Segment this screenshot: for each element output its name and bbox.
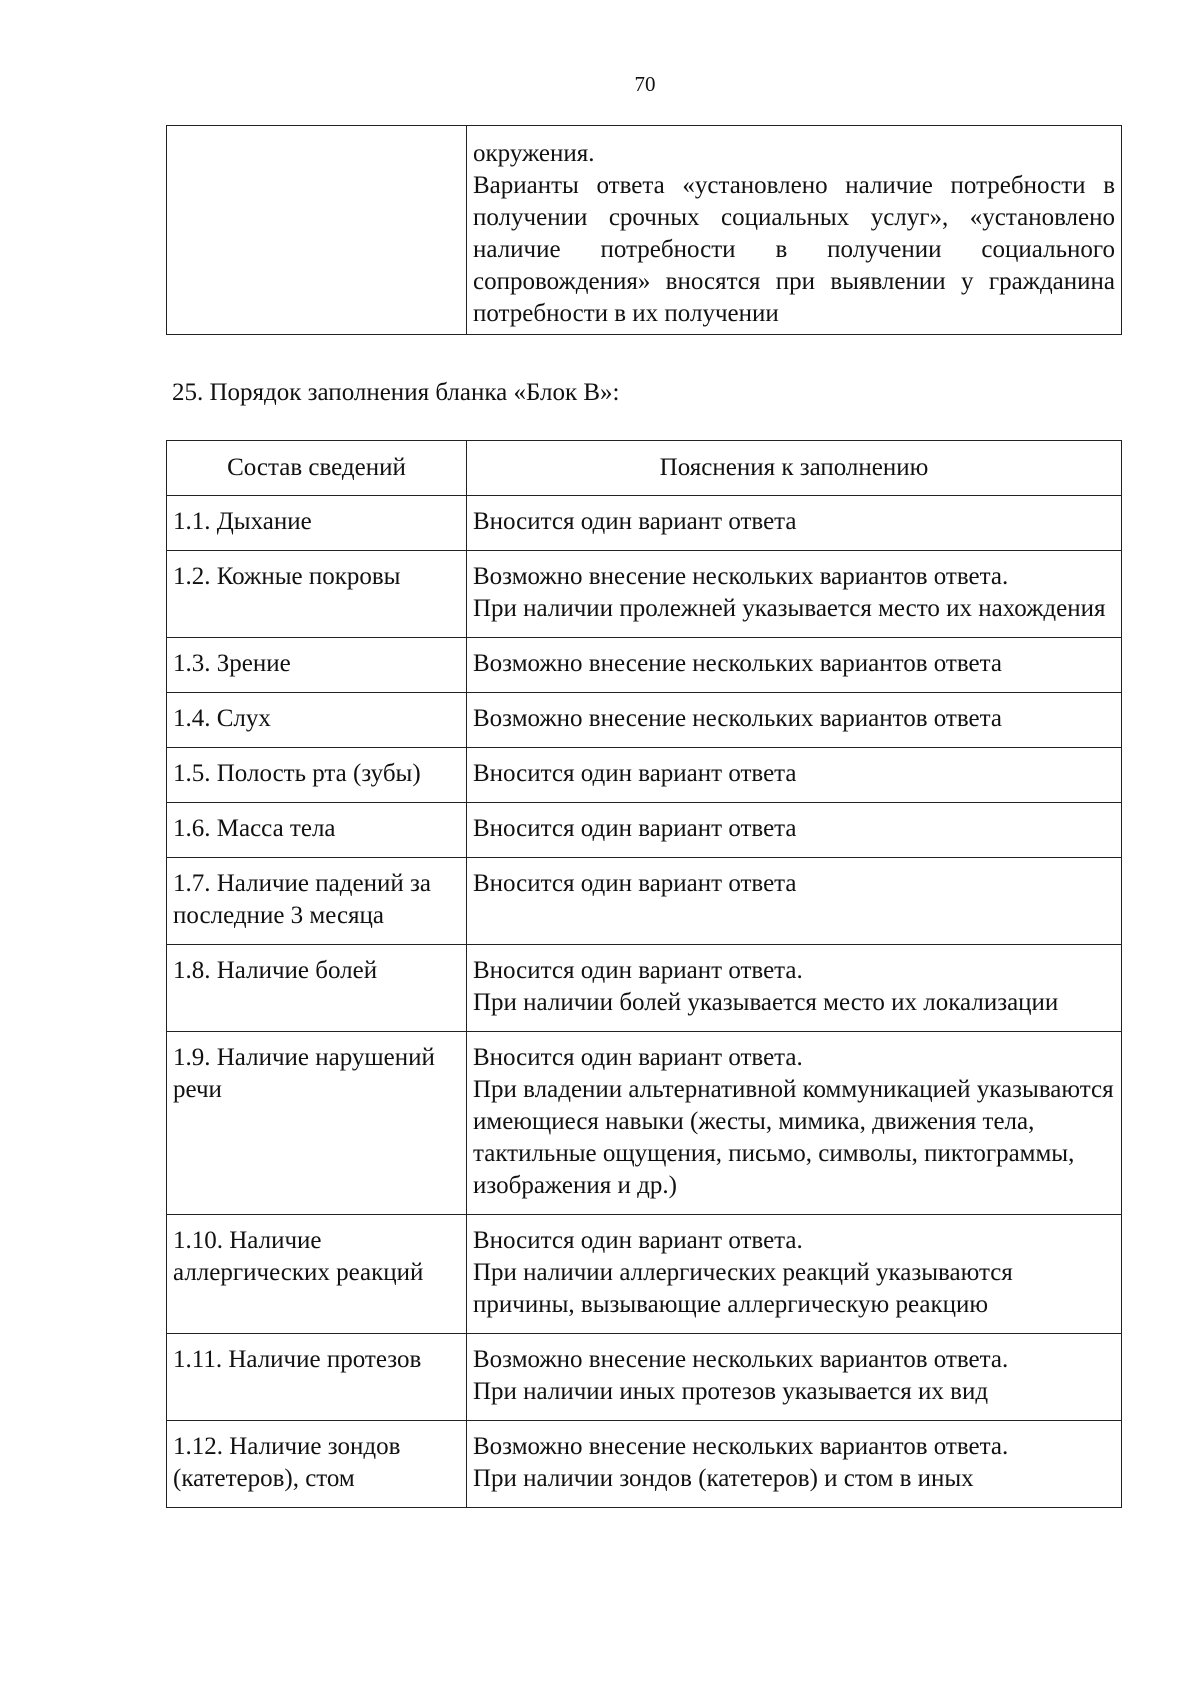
text-line: Возможно внесение нескольких вариантов ответа. [473, 1346, 1009, 1373]
explanation-cell [467, 945, 1122, 1032]
table-row [167, 748, 1122, 803]
composition-cell: 1.10. Наличие аллергических реакций [167, 1215, 467, 1334]
text-line: При наличии болей указывается место их локализации [473, 989, 1059, 1016]
text-line: При наличии аллергических реакций указываются причины, вызывающие аллергическую реакцию [473, 1259, 1013, 1318]
continued-table [166, 125, 1122, 335]
table-row [167, 803, 1122, 858]
continued-note-first-line: окружения. [473, 140, 595, 167]
table-row [167, 858, 1122, 945]
table-row [167, 1421, 1122, 1508]
section-heading: 25. Порядок заполнения бланка «Блок В»: [172, 379, 620, 406]
text-line: Вносится один вариант ответа [473, 508, 797, 535]
text-line: Вносится один вариант ответа [473, 760, 797, 787]
text-line: При наличии зондов (катетеров) и стом в иных [473, 1465, 974, 1492]
explanation-cell [467, 1334, 1122, 1421]
text-line: Вносится один вариант ответа. [473, 1044, 803, 1071]
explanation-cell [467, 858, 1122, 945]
composition-cell: 1.11. Наличие протезов [167, 1334, 467, 1421]
composition-cell: 1.1. Дыхание [167, 496, 467, 551]
table-row [167, 1334, 1122, 1421]
table-body [167, 496, 1122, 1508]
text-line: Возможно внесение нескольких вариантов ответа [473, 705, 1002, 732]
explanation-cell [467, 803, 1122, 858]
text-line: Вносится один вариант ответа. [473, 957, 803, 984]
text-line: Возможно внесение нескольких вариантов ответа. [473, 1433, 1009, 1460]
explanation-cell [467, 1215, 1122, 1334]
block-v-table [166, 440, 1122, 1508]
text-line: Вносится один вариант ответа. [473, 1227, 803, 1254]
explanation-cell [467, 1421, 1122, 1508]
composition-cell: 1.8. Наличие болей [167, 945, 467, 1032]
explanation-cell [467, 1032, 1122, 1215]
composition-cell: 1.5. Полость рта (зубы) [167, 748, 467, 803]
text-line: Вносится один вариант ответа [473, 815, 797, 842]
table-row [167, 945, 1122, 1032]
text-line: Возможно внесение нескольких вариантов ответа [473, 650, 1002, 677]
page-number: 70 [634, 72, 656, 96]
text-line: При владении альтернативной коммуникацией указываются имеющиеся навыки (жесты, мимика, движения тела, тактильные ощущения, письмо, символы, пиктограммы, изображения и др.) [473, 1076, 1114, 1199]
table-row [167, 496, 1122, 551]
continued-note-paragraph: Варианты ответа «установлено наличие потребности в получении срочных социальных услуг», «установлено наличие потребности в получении социального сопровождения» вносятся при выявлении у гражданина потребности в их получении [473, 172, 1115, 327]
composition-cell: 1.7. Наличие падений за последние 3 месяца [167, 858, 467, 945]
composition-cell: 1.6. Масса тела [167, 803, 467, 858]
continued-note-cell [467, 126, 1122, 335]
explanation-cell [467, 638, 1122, 693]
table-header-row [167, 441, 1122, 496]
composition-cell: 1.2. Кожные покровы [167, 551, 467, 638]
column-header-composition: Состав сведений [167, 441, 467, 496]
composition-cell: 1.4. Слух [167, 693, 467, 748]
column-header-explanation: Пояснения к заполнению [467, 441, 1122, 496]
explanation-cell [467, 693, 1122, 748]
text-line: При наличии иных протезов указывается их вид [473, 1378, 989, 1405]
text-line: Вносится один вариант ответа [473, 870, 797, 897]
composition-cell: 1.12. Наличие зондов (катетеров), стом [167, 1421, 467, 1508]
explanation-cell [467, 496, 1122, 551]
text-line: Возможно внесение нескольких вариантов ответа. [473, 563, 1009, 590]
text-line: При наличии пролежней указывается место их нахождения [473, 595, 1106, 622]
explanation-cell [467, 551, 1122, 638]
table-row [167, 693, 1122, 748]
table-row [167, 551, 1122, 638]
explanation-cell [467, 748, 1122, 803]
composition-cell: 1.3. Зрение [167, 638, 467, 693]
empty-cell [167, 126, 467, 335]
table-row [167, 1032, 1122, 1215]
table-row [167, 126, 1122, 335]
table-row [167, 1215, 1122, 1334]
table-row [167, 638, 1122, 693]
composition-cell: 1.9. Наличие нарушений речи [167, 1032, 467, 1215]
